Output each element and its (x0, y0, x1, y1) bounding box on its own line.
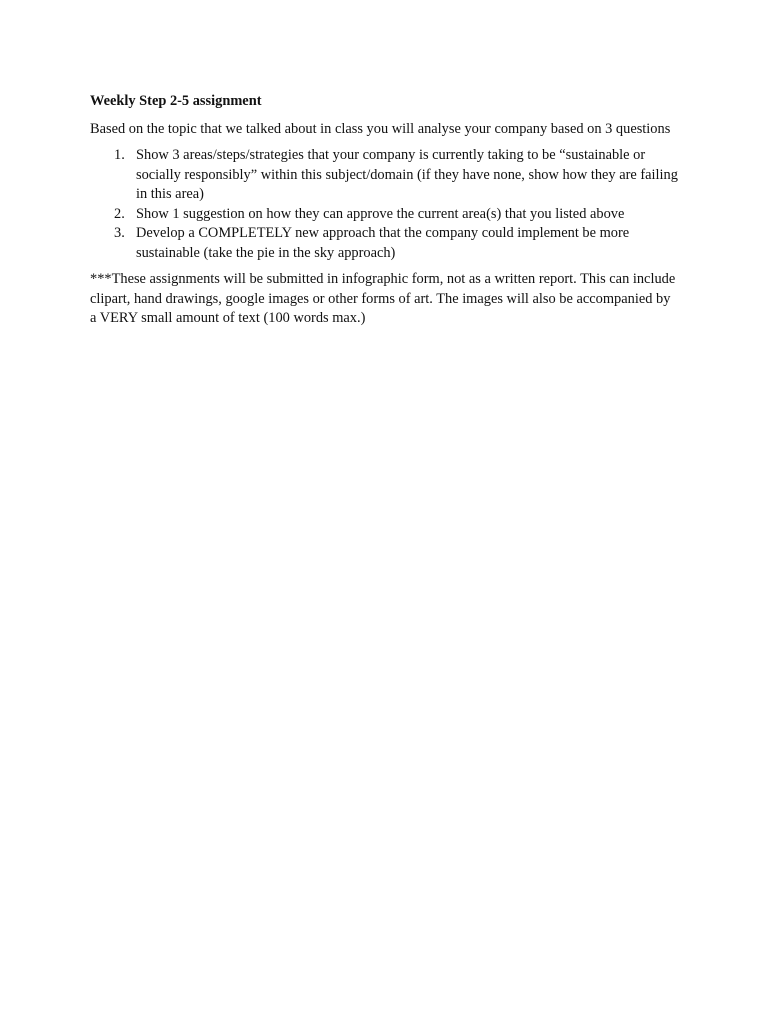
list-item-text: Show 3 areas/steps/strategies that your company is currently taking to be “sustainable or socially responsibly” within this subject/domain (if they have none, show how they are failing in this area) (136, 147, 678, 202)
list-item (90, 224, 680, 263)
list-item (90, 146, 680, 205)
intro-paragraph: Based on the topic that we talked about in class you will analyse your company based on 3 questions (90, 120, 671, 137)
list-item-text: Develop a COMPLETELY new approach that the company could implement be more sustainable (take the pie in the sky approach) (136, 225, 630, 261)
document-page (90, 92, 680, 329)
document-title: Weekly Step 2-5 assignment (90, 93, 262, 109)
list-item-number: 1. (114, 147, 125, 163)
list-item-number: 3. (114, 225, 125, 241)
submission-note: ***These assignments will be submitted in infographic form, not as a written report. This can include clipart, hand drawings, google images or other forms of art. The images will also be accompanied by a VERY small amount of text (100 words max.) (90, 271, 676, 326)
list-item-text: Show 1 suggestion on how they can approve the current area(s) that you listed above (136, 205, 625, 222)
list-item-number: 2. (114, 205, 125, 222)
question-list (90, 146, 680, 263)
list-item (90, 205, 680, 225)
